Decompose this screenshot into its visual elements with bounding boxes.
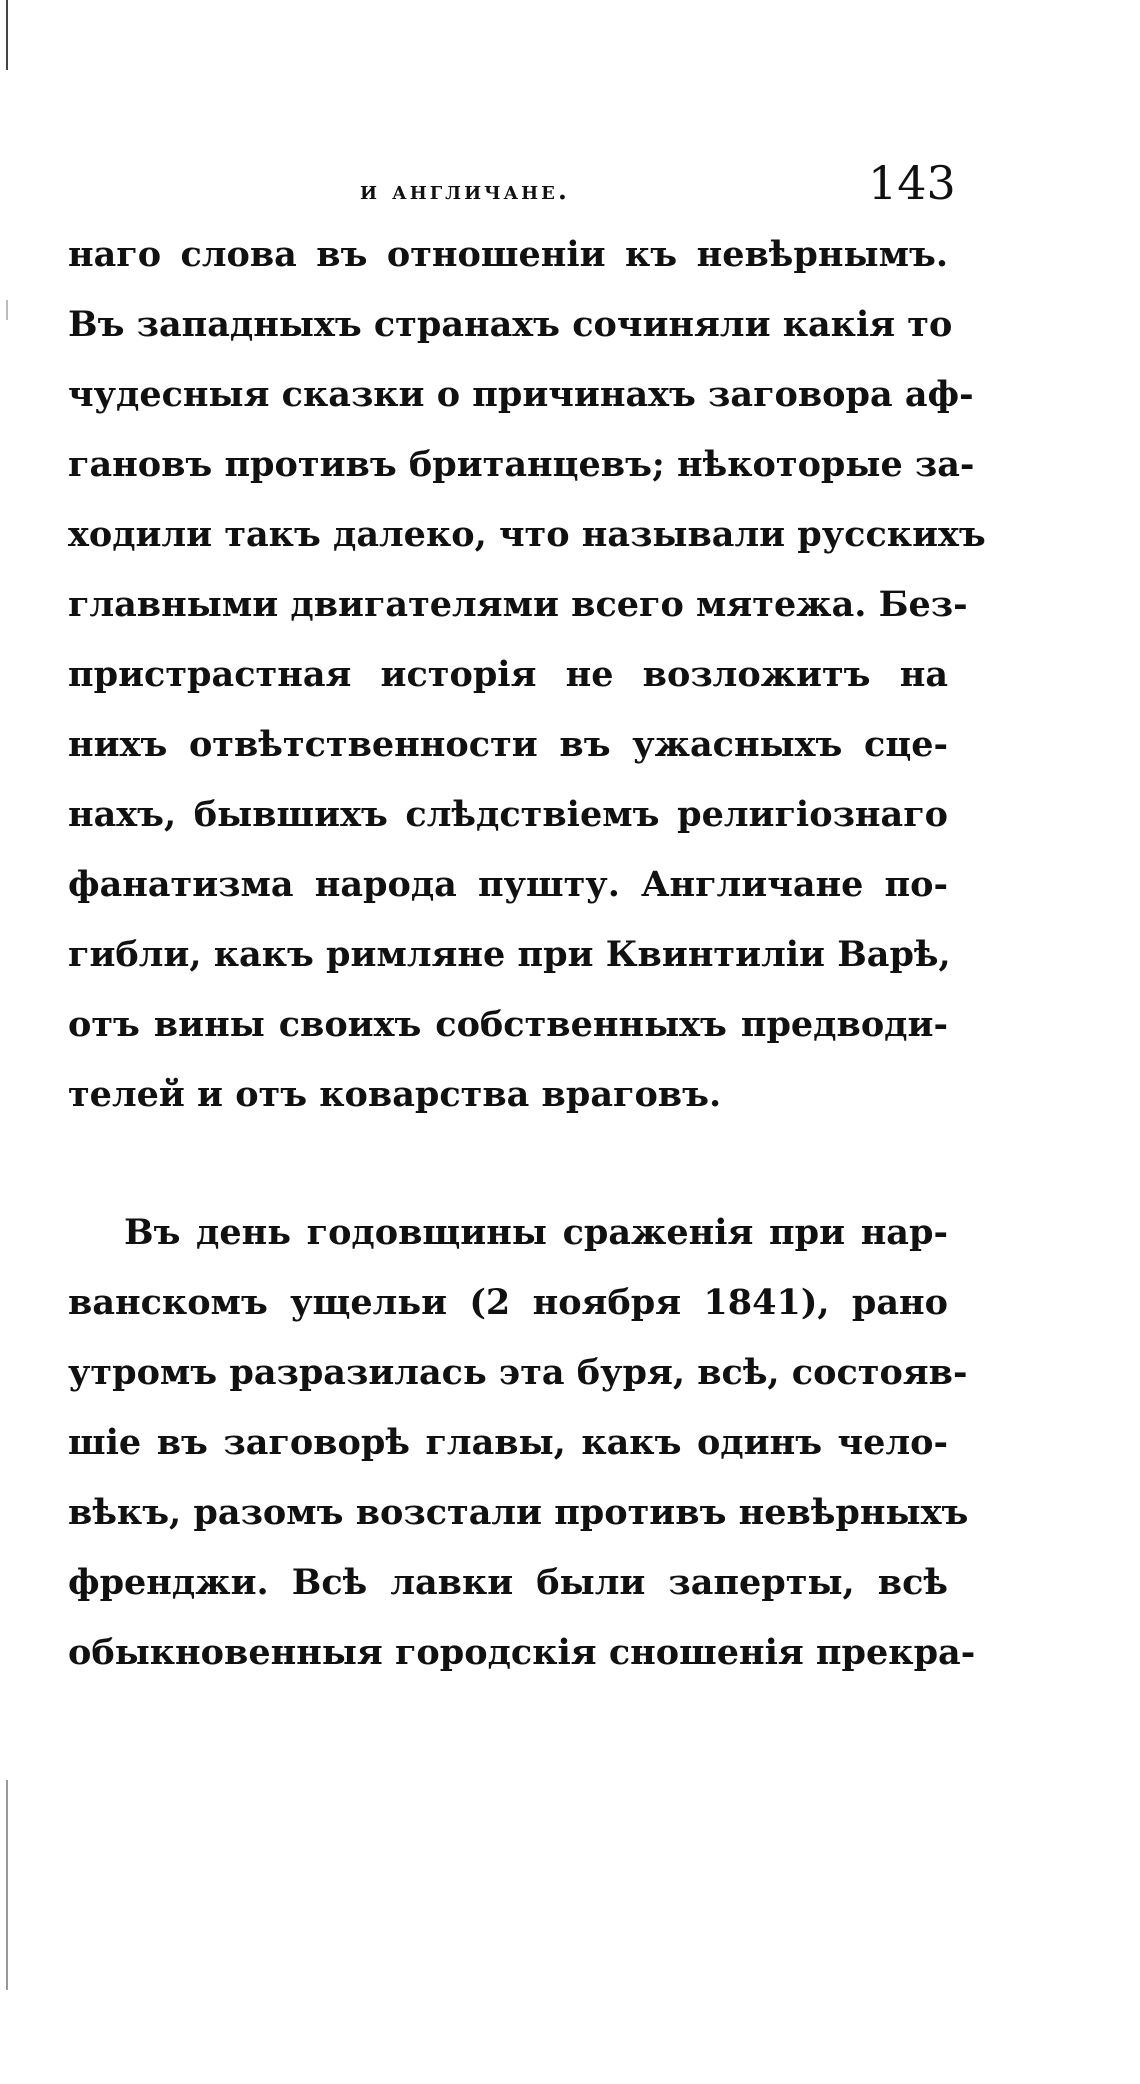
text-line: обыкновенныя городскія сношенія прекра- (68, 1632, 976, 1673)
text-line: наго слова въ отношеніи къ невѣрнымъ. (68, 234, 948, 275)
text-line: телей и отъ коварства враговъ. (68, 1074, 722, 1115)
paragraph-1 (68, 220, 986, 1130)
text-line: вѣкъ, разомъ возстали противъ невѣрныхъ (68, 1492, 969, 1533)
text-line: нахъ, бывшихъ слѣдствіемъ религіознаго (68, 794, 948, 835)
page-number: 143 (868, 156, 956, 210)
text-line: чудесныя сказки о причинахъ заговора аф- (68, 374, 974, 415)
text-line: гановъ противъ британцевъ; нѣкоторые за- (68, 444, 975, 485)
text-line: утромъ разразилась эта буря, всѣ, состояв- (68, 1352, 968, 1393)
paragraph-2 (68, 1198, 976, 1688)
running-head (68, 150, 956, 220)
paragraph-gap (68, 1130, 948, 1198)
book-page (68, 150, 986, 1688)
text-line: Въ западныхъ странахъ сочиняли какія то (68, 304, 953, 345)
text-line: френджи. Всѣ лавки были заперты, всѣ (68, 1562, 948, 1603)
scan-edge (6, 0, 8, 2084)
text-line: главными двигателями всего мятежа. Без- (68, 584, 968, 625)
text-line: ходили такъ далеко, что называли русскихъ (68, 514, 986, 555)
text-line: фанатизма народа пушту. Англичане по- (68, 864, 948, 905)
text-line: ванскомъ ущельи (2 ноября 1841), рано (68, 1282, 948, 1323)
text-line: гибли, какъ римляне при Квинтиліи Варѣ, (68, 934, 951, 975)
text-line: пристрастная исторія не возложитъ на (68, 654, 948, 695)
text-line: Въ день годовщины сраженія при нар- (124, 1212, 948, 1253)
text-line: отъ вины своихъ собственныхъ предводи- (68, 1004, 948, 1045)
text-line: шіе въ заговорѣ главы, какъ одинъ чело- (68, 1422, 948, 1463)
running-title: и англичане. (360, 176, 570, 206)
text-line: нихъ отвѣтственности въ ужасныхъ сце- (68, 724, 948, 765)
